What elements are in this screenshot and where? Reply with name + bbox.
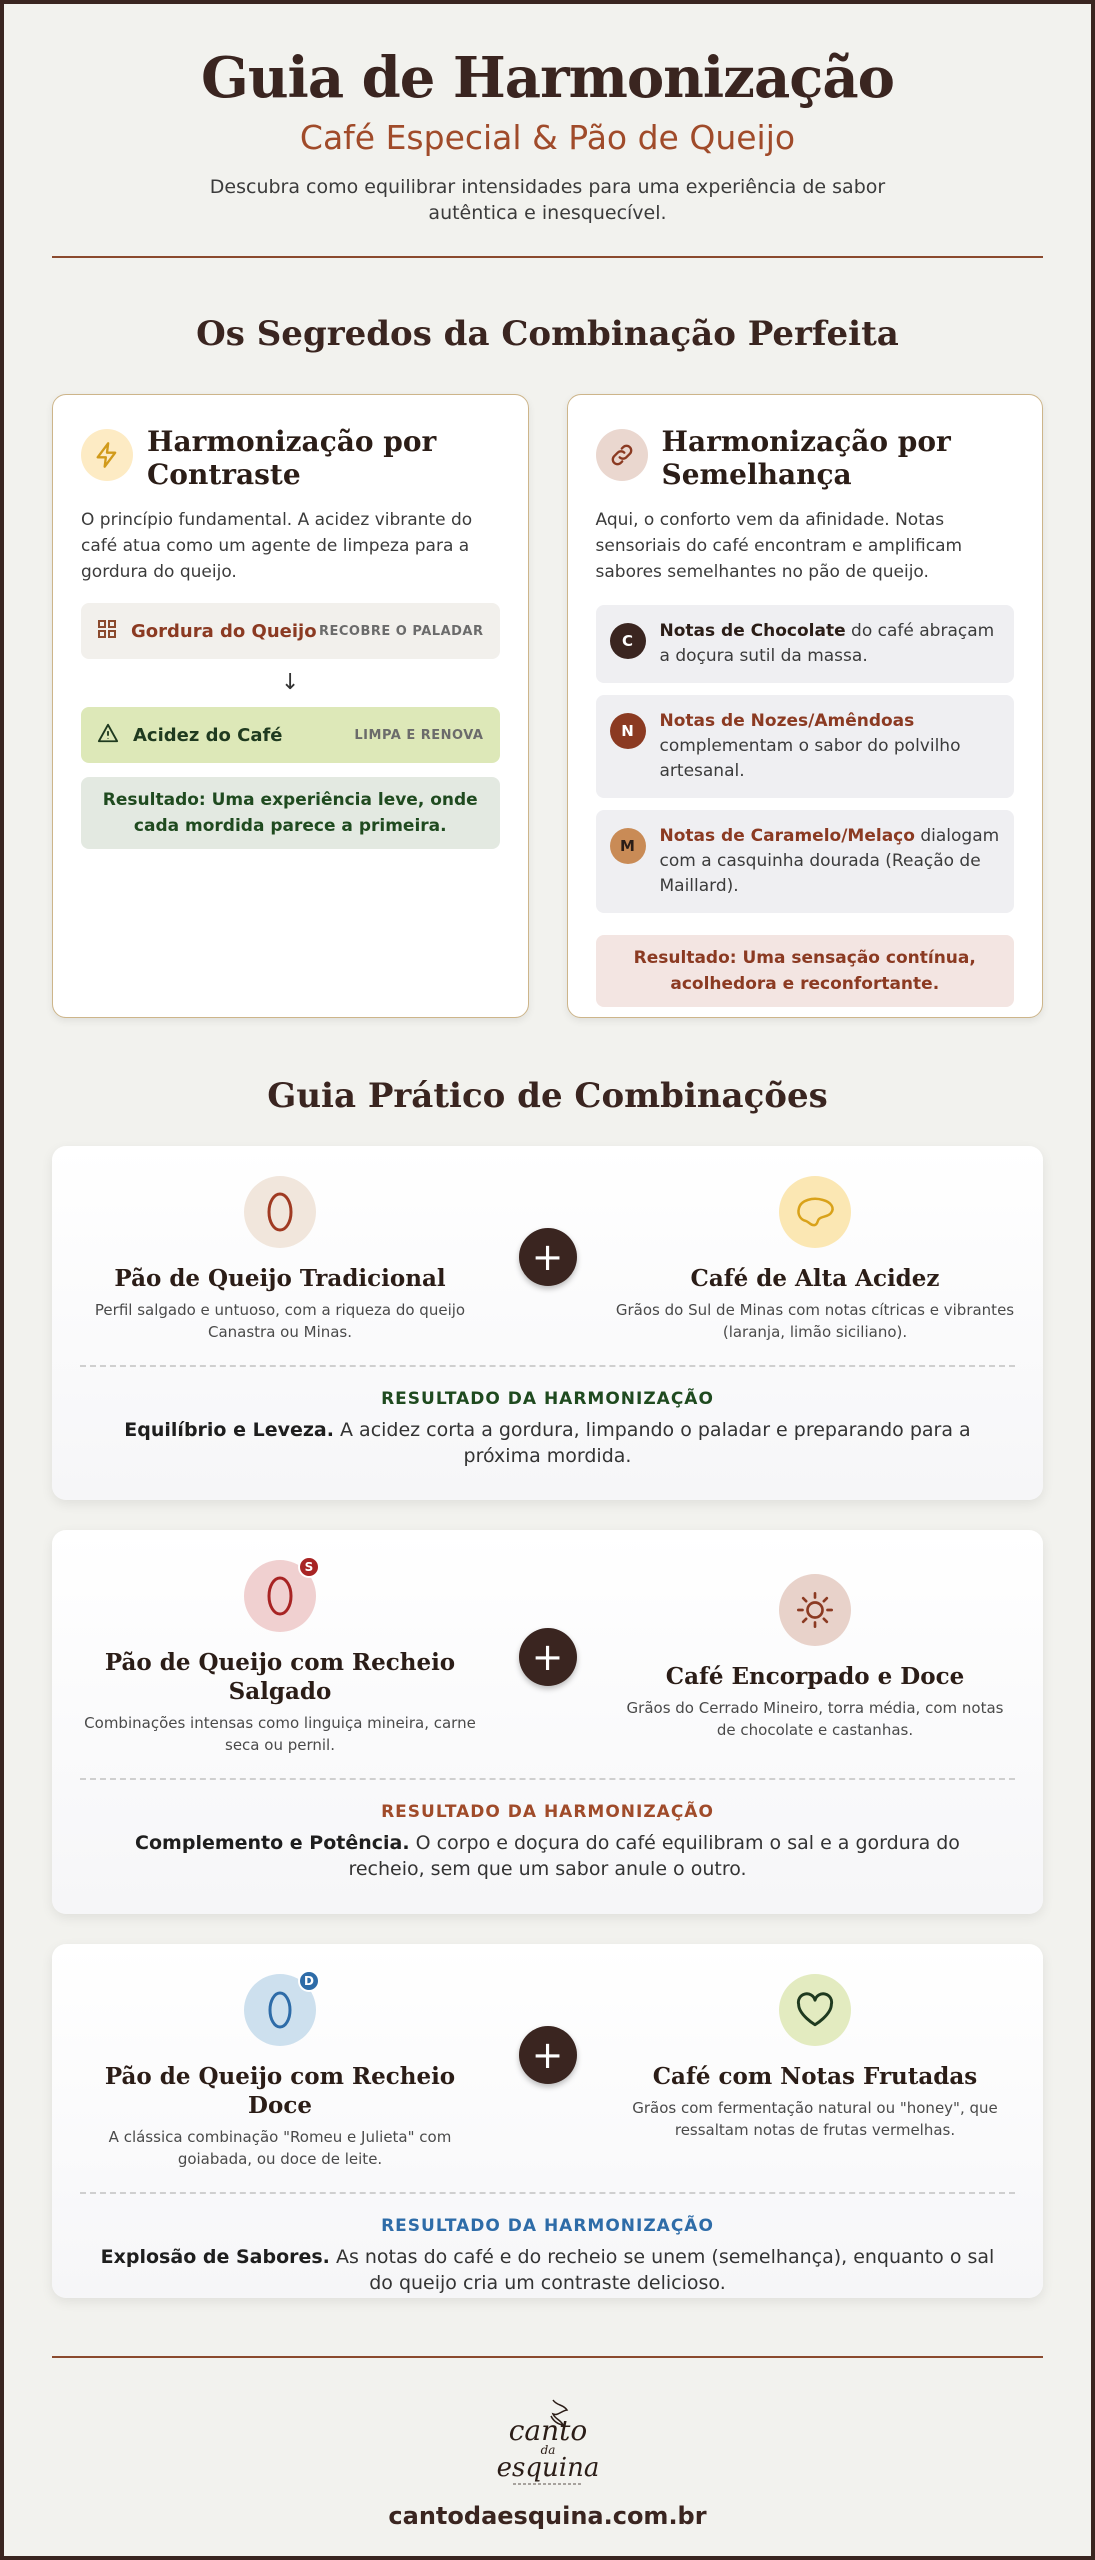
note-badge: C [610, 623, 646, 659]
link-icon [596, 429, 648, 481]
intro-text: Descubra como equilibrar intensidades para uma experiência de sabor autêntica e inesquecível. [209, 176, 886, 224]
contrast-description: O princípio fundamental. A acidez vibrante do café atua como um agente de limpeza para a gordura do queijo. [81, 510, 473, 582]
result-rest: O corpo e doçura do café equilibram o sal e a gordura do recheio, sem que um sabor anule o outro. [348, 1832, 960, 1880]
coffee-title: Café com Notas Frutadas [652, 2063, 978, 2090]
arrow-down-icon: ↓ [281, 670, 300, 695]
svg-text:esquina: esquina [496, 2453, 599, 2483]
note-badge: M [610, 828, 646, 864]
note-caramel [596, 810, 1015, 913]
contrast-result: Resultado: Uma experiência leve, onde cada mordida parece a primeira. [81, 777, 500, 849]
contrast-title: Harmonização por Contraste [147, 425, 437, 491]
bread-description: A clássica combinação "Romeu e Julieta" com goiabada, ou doce de leite. [108, 2128, 452, 2168]
fat-tag: RECOBRE O PALADAR [319, 623, 484, 639]
acid-label: Acidez do Café [133, 724, 283, 746]
divider [80, 1778, 1015, 1780]
contrast-card [52, 394, 529, 1018]
divider [52, 2356, 1043, 2358]
coffee-description: Grãos do Cerrado Mineiro, torra média, com notas de chocolate e castanhas. [626, 1699, 1004, 1739]
bread-title: Pão de Queijo com Recheio Salgado [104, 1649, 456, 1705]
result-label: RESULTADO DA HARMONIZAÇÃO [381, 1802, 714, 1822]
acid-tag: LIMPA E RENOVA [354, 727, 484, 743]
note-badge: N [610, 713, 646, 749]
coffee-description: Grãos com fermentação natural ou "honey", que ressaltam notas de frutas vermelhas. [632, 2099, 998, 2139]
result-text [80, 2244, 1015, 2296]
divider [80, 1365, 1015, 1367]
result-strong: Explosão de Sabores. [100, 2246, 330, 2268]
result-text [80, 1417, 1015, 1469]
note-nuts [596, 695, 1015, 798]
plus-icon: + [519, 2026, 577, 2084]
plus-icon: + [519, 1628, 577, 1686]
svg-text:canto: canto [508, 2414, 587, 2447]
header [52, 4, 1043, 226]
note-strong: Notas de Chocolate [659, 621, 846, 641]
sweet-badge: D [298, 1970, 320, 1992]
similarity-result: Resultado: Uma sensação contínua, acolhedora e reconfortante. [596, 935, 1015, 1007]
coffee-description: Grãos do Sul de Minas com notas cítricas e vibrantes (laranja, limão siciliano). [615, 1301, 1015, 1341]
note-chocolate [596, 605, 1015, 683]
coffee-acid-row [81, 707, 500, 763]
site-url[interactable]: cantodaesquina.com.br [388, 2502, 707, 2530]
lightning-icon [81, 429, 133, 481]
result-rest: A acidez corta a gordura, limpando o paladar e preparando para a próxima mordida. [333, 1419, 971, 1467]
bread-title: Pão de Queijo Tradicional [114, 1265, 446, 1292]
coffee-title: Café Encorpado e Doce [665, 1663, 965, 1690]
result-strong: Complemento e Potência. [135, 1832, 410, 1854]
similarity-title: Harmonização por Semelhança [661, 425, 951, 491]
bread-description: Perfil salgado e untuoso, com a riqueza do queijo Canastra ou Minas. [94, 1301, 466, 1341]
grid-icon [97, 619, 117, 643]
cheese-bread-icon [244, 1176, 316, 1248]
svg-text:da: da [540, 2443, 555, 2457]
result-label: RESULTADO DA HARMONIZAÇÃO [381, 1389, 714, 1409]
bread-title: Pão de Queijo com Recheio Doce [104, 2063, 456, 2119]
guide-title: Guia Prático de Combinações [267, 1076, 828, 1116]
similarity-card [567, 394, 1044, 1018]
heart-icon [779, 1974, 851, 2046]
cheese-fat-row [81, 603, 500, 659]
result-label: RESULTADO DA HARMONIZAÇÃO [381, 2216, 714, 2236]
page-title: Guia de Harmonização [201, 45, 894, 111]
coffee-title: Café de Alta Acidez [690, 1265, 940, 1292]
similarity-description: Aqui, o conforto vem da afinidade. Notas sensoriais do café encontram e amplificam sabores semelhantes no pão de queijo. [595, 510, 963, 582]
plus-icon: + [519, 1228, 577, 1286]
result-rest: As notas do café e do recheio se unem (semelhança), enquanto o sal do queijo cria um contraste delicioso. [329, 2246, 995, 2294]
salty-badge: S [298, 1556, 320, 1578]
page-subtitle: Café Especial & Pão de Queijo [299, 118, 796, 157]
note-strong: Notas de Nozes/Amêndoas [659, 711, 915, 731]
footer [52, 2392, 1043, 2530]
note-text: dialogam com a casquinha dourada (Reação de Maillard). [659, 826, 1000, 896]
combo-card [52, 1944, 1043, 2298]
note-text: complementam o sabor do polvilho artesanal. [659, 736, 961, 781]
warning-icon [97, 722, 119, 748]
result-strong: Equilíbrio e Leveza. [124, 1419, 334, 1441]
combo-card [52, 1530, 1043, 1914]
combo-card [52, 1146, 1043, 1500]
fat-label: Gordura do Queijo [131, 620, 317, 642]
bread-description: Combinações intensas como linguiça mineira, carne seca ou pernil. [84, 1714, 476, 1754]
note-strong: Notas de Caramelo/Melaço [659, 826, 915, 846]
cheese-bread-icon [244, 1560, 316, 1632]
lemon-icon [779, 1176, 851, 1248]
brand-logo [493, 2392, 603, 2492]
cheese-bread-icon [244, 1974, 316, 2046]
sun-icon [779, 1574, 851, 1646]
result-text [80, 1830, 1015, 1882]
secrets-title: Os Segredos da Combinação Perfeita [196, 314, 899, 354]
divider [80, 2192, 1015, 2194]
note-text: do café abraçam a doçura sutil da massa. [659, 621, 995, 666]
